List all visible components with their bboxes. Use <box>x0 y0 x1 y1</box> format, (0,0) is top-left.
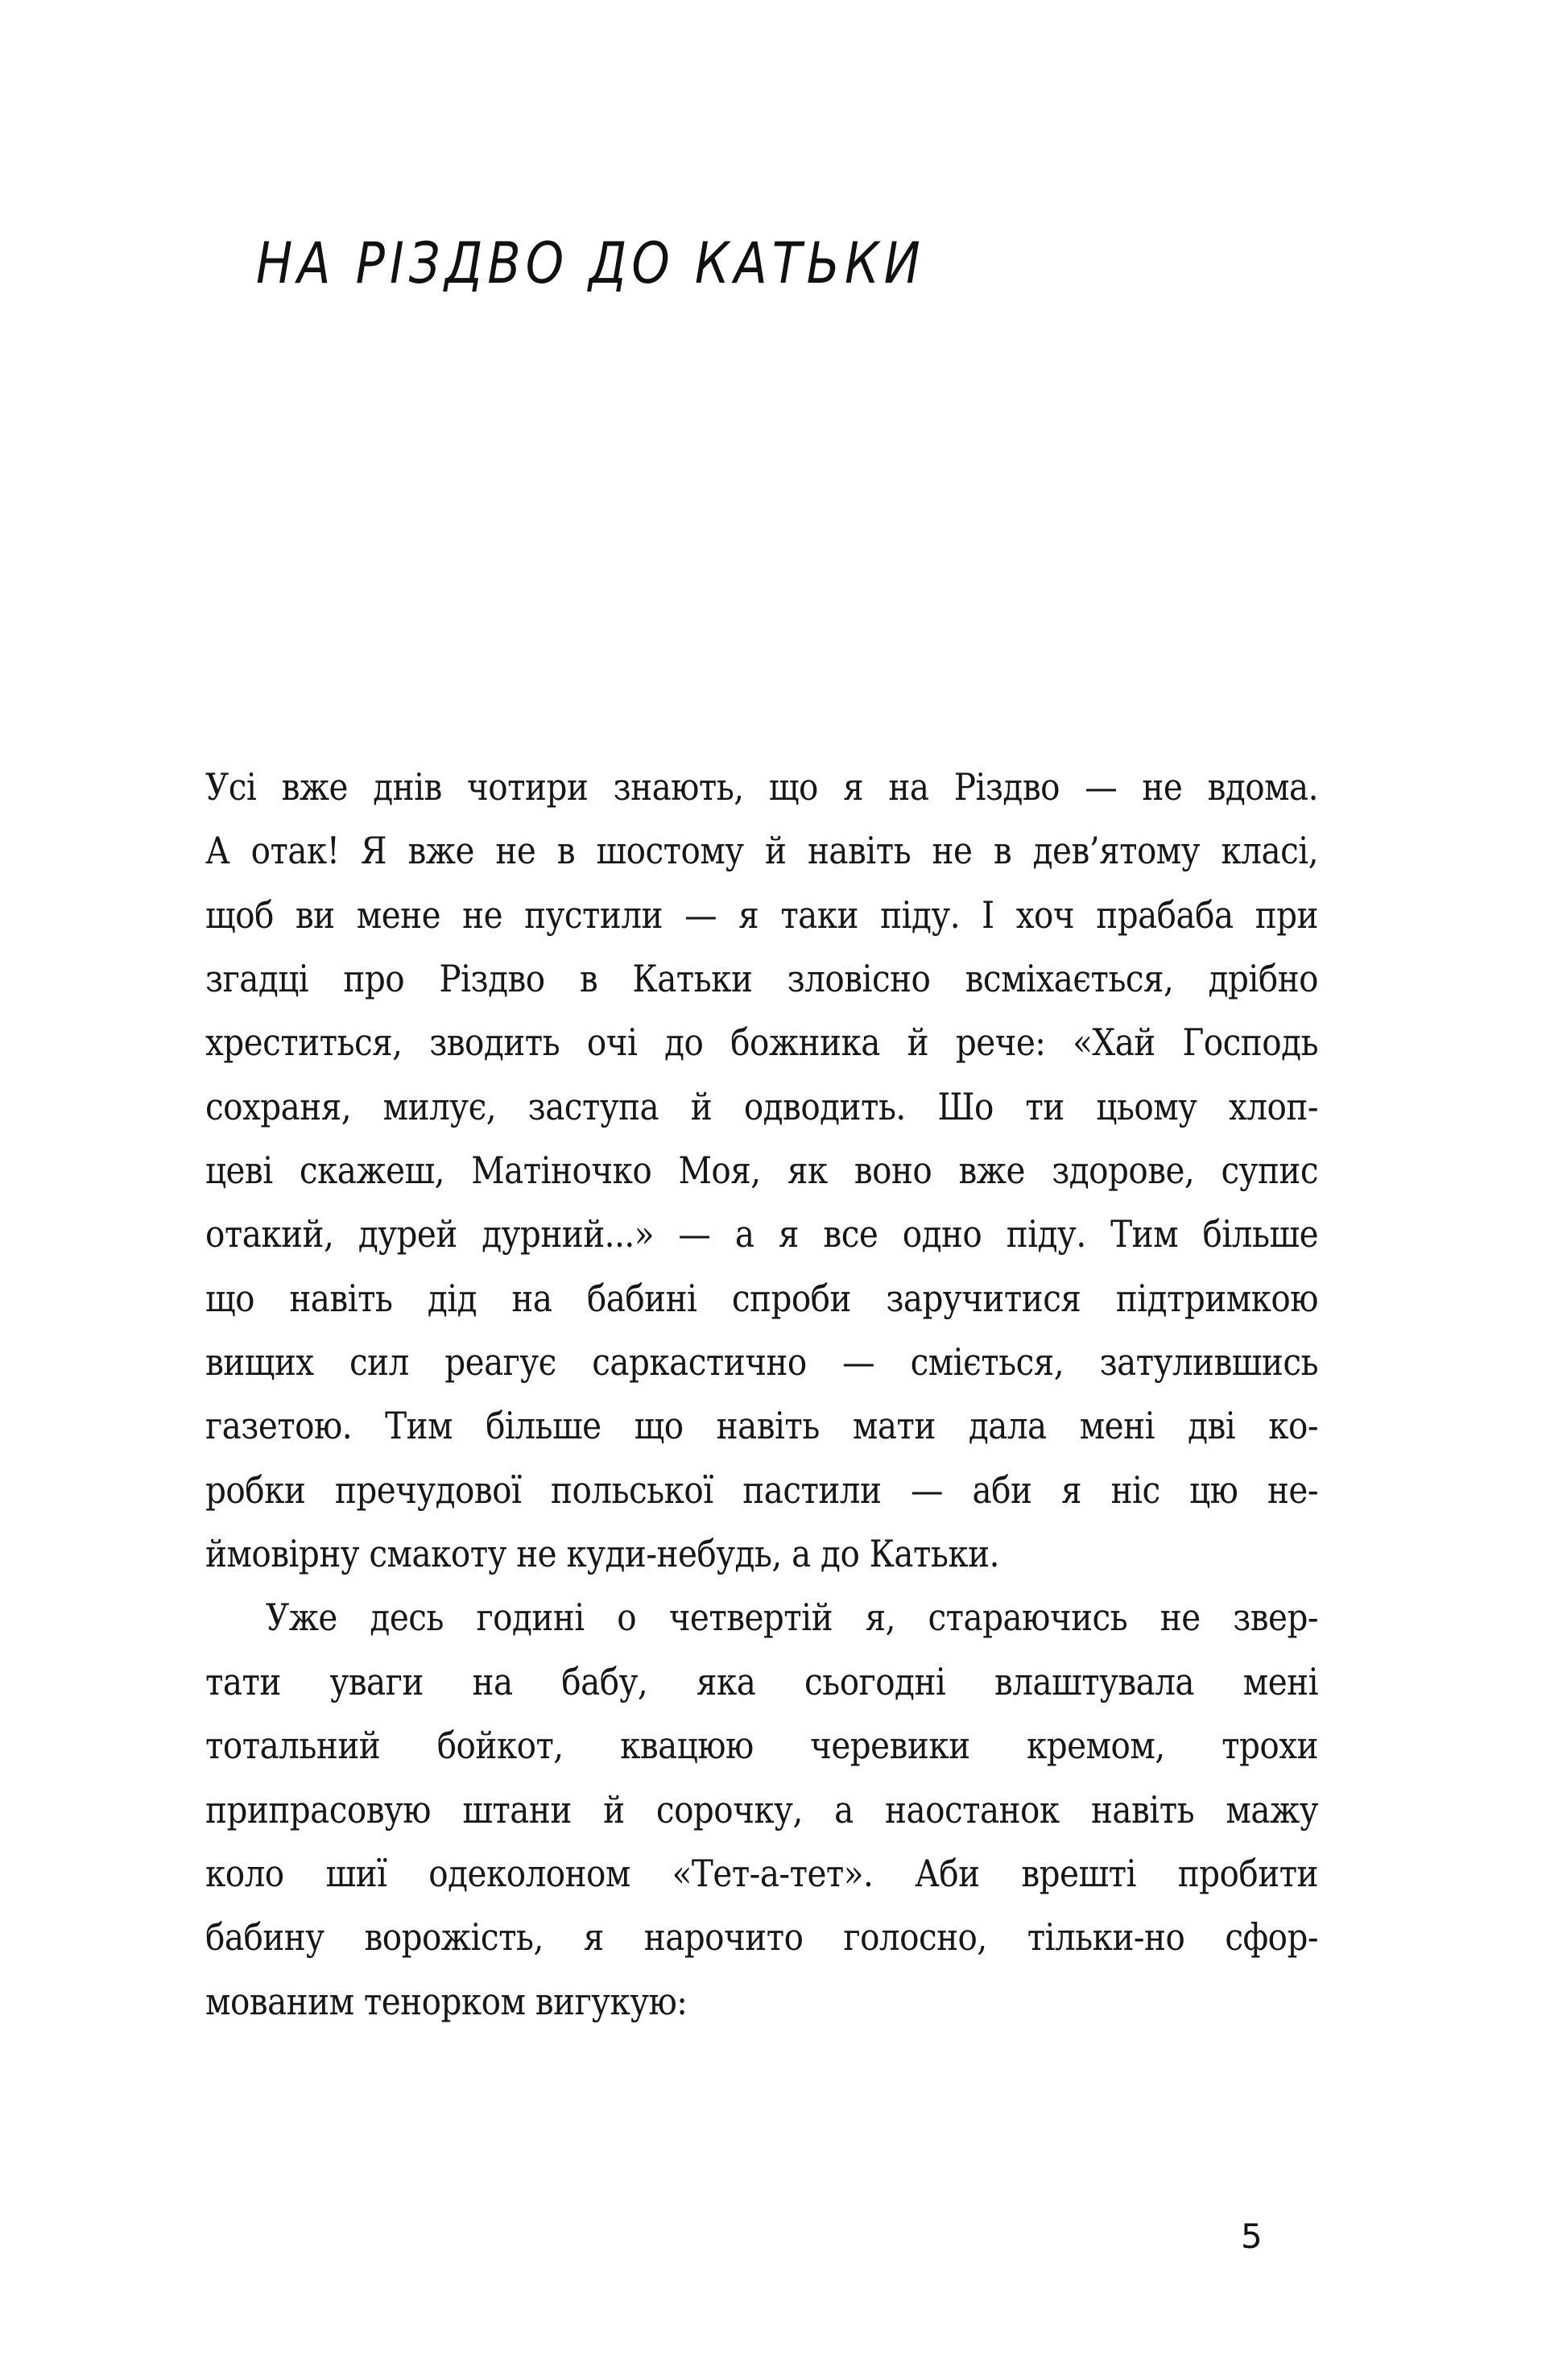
text-line: тати уваги на бабу, яка сьогодні влаштувала мені <box>205 1659 1318 1703</box>
text-line: робки пречудової польської пастили — аби я ніс цю не- <box>205 1467 1318 1512</box>
text-line: бабину ворожість, я нарочито голосно, тільки-но сфор- <box>205 1915 1318 1960</box>
text-line: тотальний бойкот, квацюю черевики кремом, трохи <box>205 1724 1318 1768</box>
text-line: щоб ви мене не пустили — я таки піду. І хоч прабаба при <box>205 892 1318 937</box>
text-line: хреститься, зводить очі до божника й рече: «Хай Господь <box>205 1020 1318 1065</box>
text-line: що навіть дід на бабині спроби заручитися підтримкою <box>205 1276 1318 1320</box>
chapter-title: НА РІЗДВО ДО КАТЬКИ <box>256 230 925 296</box>
text-line: сохраня, милує, заступа й одводить. Шо ти цьому хлоп- <box>205 1084 1318 1128</box>
text-line: Уже десь годині о четвертій я, стараючись не звер- <box>265 1596 1318 1640</box>
text-line: отакий, дурей дурний...» — а я все одно піду. Тим більше <box>205 1212 1318 1256</box>
text-line: цеві скажеш, Матіночко Моя, як воно вже здорове, супис <box>205 1149 1318 1193</box>
page-number: 5 <box>1241 2217 1263 2256</box>
text-line: мованим тенорком вигукую: <box>205 1979 688 2023</box>
body-text <box>205 755 1318 2034</box>
text-line: ймовірну смакоту не куди-небудь, а до Катьки. <box>205 1532 999 1576</box>
text-line: Усі вже днів чотири знають, що я на Різдво — не вдома. <box>205 765 1318 809</box>
text-line: вищих сил реагує саркастично — сміється, затулившись <box>205 1340 1318 1385</box>
paragraph-1 <box>205 755 1318 1586</box>
paragraph-2 <box>205 1586 1318 2033</box>
text-line: згадці про Різдво в Катьки зловісно всміхається, дрібно <box>205 957 1318 1001</box>
text-line: газетою. Тим більше що навіть мати дала мені дві ко- <box>205 1404 1318 1448</box>
text-line: А отак! Я вже не в шостому й навіть не в дев’ятому класі, <box>205 829 1318 873</box>
text-line: припрасовую штани й сорочку, а наостанок навіть мажу <box>205 1787 1318 1832</box>
text-line: коло шиї одеколоном «Тет-а-тет». Аби врешті пробити <box>205 1851 1318 1895</box>
